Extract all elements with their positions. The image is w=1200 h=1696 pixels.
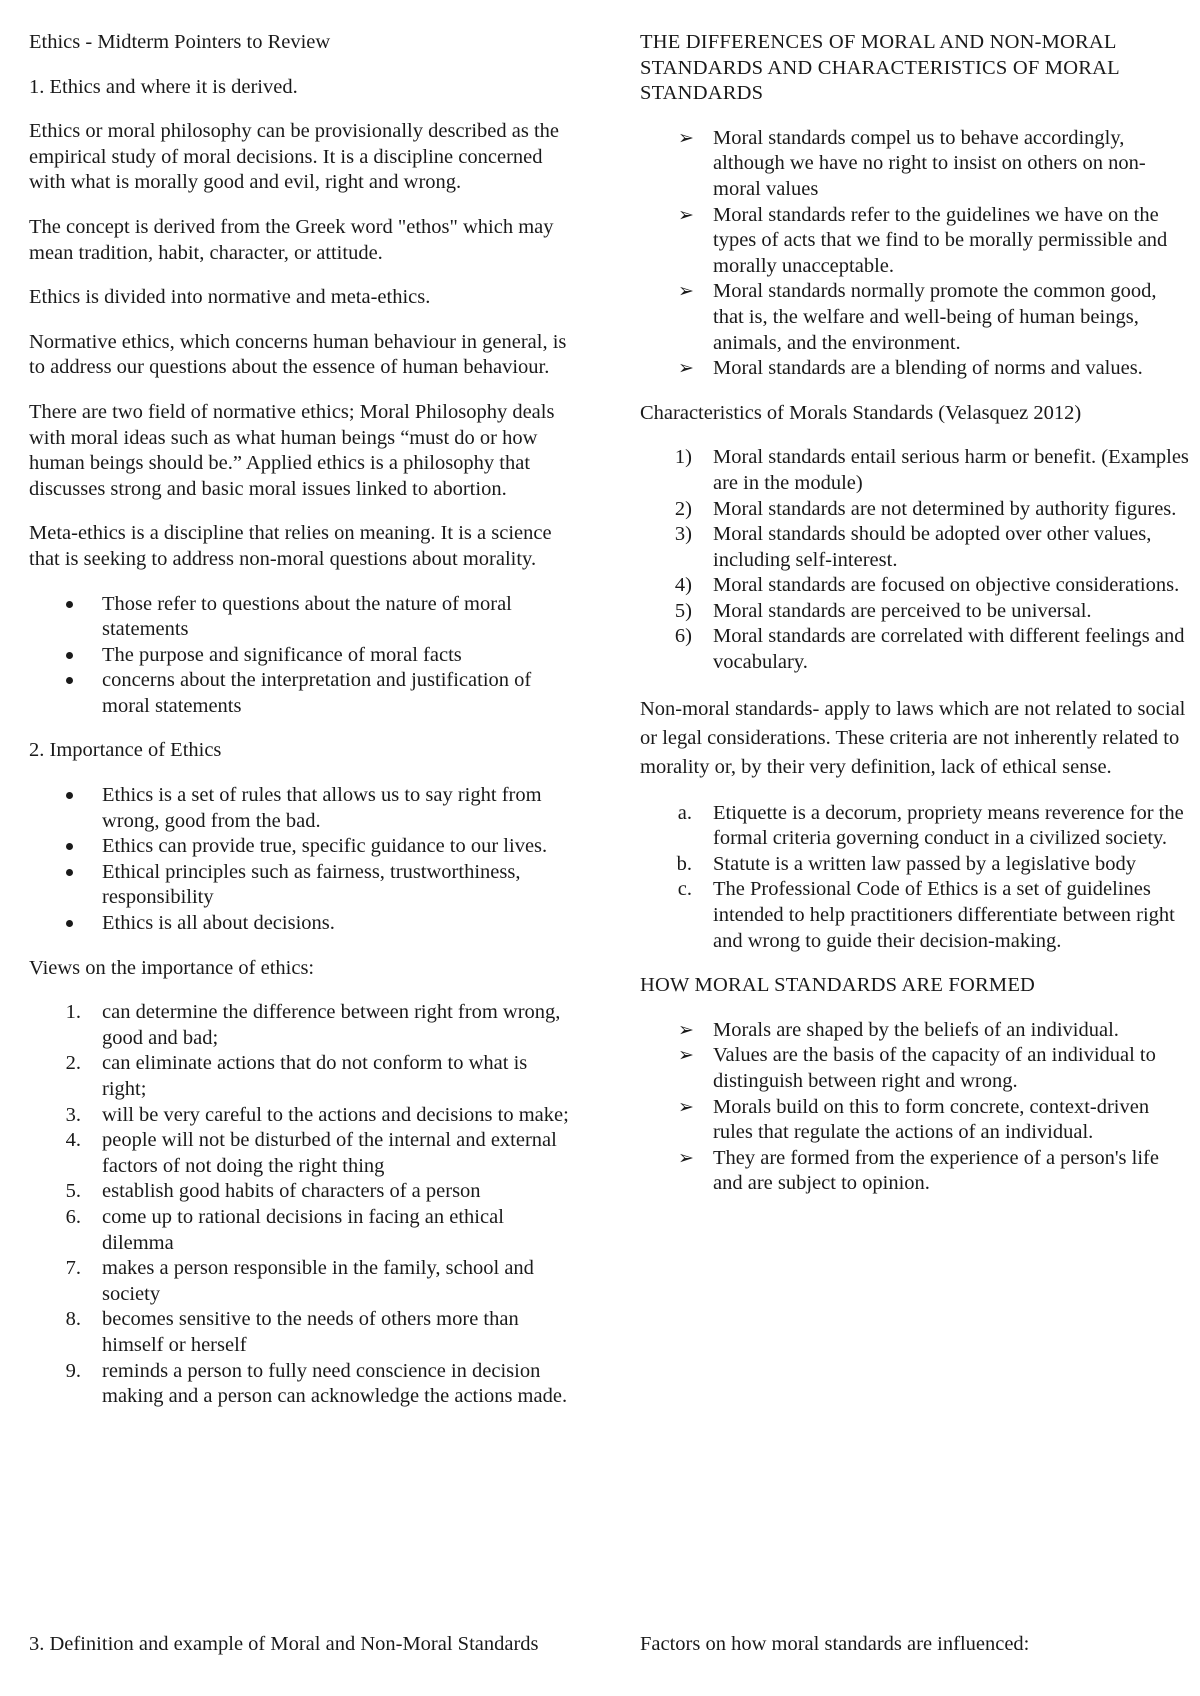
list-item: ➢ Moral standards refer to the guidelines we have on the types of acts that we find to be morally permissible and morally unacceptable. — [678, 203, 1168, 277]
list-item: ➢ They are formed from the experience of a person's life and are subject to opinion. — [678, 1146, 1159, 1195]
list-item: 7. makes a person responsible in the family, school and society — [29, 1256, 574, 1307]
list-number: 2. — [65, 1052, 81, 1075]
bullet-icon — [66, 652, 73, 659]
paragraph-meta-ethics: Meta-ethics is a discipline that relies on meaning. It is a science that is seeking to address non-moral questions about morality. — [29, 522, 552, 570]
list-number: 4. — [65, 1129, 81, 1152]
list-item: 2) Moral standards are not determined by authority figures. — [640, 497, 1190, 523]
differences-arrow-list — [640, 126, 1190, 382]
list-number: 4) — [674, 574, 692, 597]
section-2-heading: 2. Importance of Ethics — [29, 739, 222, 762]
arrow-bullet-icon: ➢ — [678, 1045, 694, 1067]
characteristics-heading: Characteristics of Morals Standards (Velasquez 2012) — [640, 401, 1082, 424]
list-item: c. The Professional Code of Ethics is a set of guidelines intended to help practitioners differentiate between right and wrong to guide their decision-making. — [640, 877, 1190, 954]
list-item: a. Etiquette is a decorum, propriety means reverence for the formal criteria governing conduct in a civilized society. — [640, 801, 1190, 852]
formation-arrow-list — [640, 1018, 1190, 1197]
arrow-bullet-icon: ➢ — [678, 204, 694, 226]
right-column — [640, 30, 1190, 1216]
list-item: ➢ Moral standards normally promote the common good, that is, the welfare and well-being of human beings, animals, and the environment. — [678, 280, 1157, 354]
list-item: ➢ Morals build on this to form concrete, context-driven rules that regulate the actions of an individual. — [678, 1095, 1150, 1144]
arrow-bullet-icon: ➢ — [678, 1096, 694, 1118]
left-column — [29, 30, 574, 1429]
arrow-bullet-icon: ➢ — [678, 358, 694, 380]
list-letter: c. — [677, 878, 692, 901]
views-numbered-list — [29, 1000, 574, 1410]
list-item: 9. reminds a person to fully need conscience in decision making and a person can acknowledge the actions made. — [29, 1359, 574, 1410]
list-item: 1) Moral standards entail serious harm or benefit. (Examples are in the module) — [640, 445, 1190, 496]
list-item: Those refer to questions about the nature of moral statements — [29, 592, 574, 643]
views-heading: Views on the importance of ethics: — [29, 956, 315, 979]
paragraph-ethos-origin: The concept is derived from the Greek word "ethos" which may mean tradition, habit, character, or attitude. — [29, 215, 554, 264]
list-number: 1. — [65, 1001, 81, 1024]
arrow-bullet-icon: ➢ — [678, 281, 694, 303]
list-item: Ethics can provide true, specific guidance to our lives. — [29, 834, 574, 860]
list-item: 4. people will not be disturbed of the internal and external factors of not doing the right thing — [29, 1128, 574, 1179]
differences-heading: THE DIFFERENCES OF MORAL AND NON-MORAL STANDARDS AND CHARACTERISTICS OF MORAL STANDARDS — [640, 31, 1120, 105]
list-item: ➢ Moral standards compel us to behave accordingly, although we have no right to insist on others on non-moral values — [678, 126, 1146, 200]
section-1-heading: 1. Ethics and where it is derived. — [29, 75, 298, 98]
list-item: 3) Moral standards should be adopted over other values, including self-interest. — [640, 522, 1190, 573]
list-number: 3) — [674, 523, 692, 546]
list-number: 9. — [65, 1359, 81, 1382]
meta-ethics-bullet-list — [29, 592, 574, 720]
list-item: 3. will be very careful to the actions and decisions to make; — [29, 1103, 574, 1129]
list-number: 5. — [65, 1180, 81, 1203]
list-item: ➢ Morals are shaped by the beliefs of an individual. — [640, 1018, 1190, 1044]
list-item: 4) Moral standards are focused on objective considerations. — [640, 573, 1190, 599]
arrow-bullet-icon: ➢ — [678, 1147, 694, 1169]
list-number: 8. — [65, 1308, 81, 1331]
list-letter: a. — [677, 801, 692, 824]
list-item: 6. come up to rational decisions in facing an ethical dilemma — [29, 1205, 574, 1256]
bullet-icon — [66, 677, 73, 684]
list-number: 5) — [674, 599, 692, 622]
importance-bullet-list — [29, 783, 574, 937]
bullet-icon — [66, 869, 73, 876]
list-letter: b. — [676, 852, 692, 875]
list-number: 2) — [674, 497, 692, 520]
factors-heading: Factors on how moral standards are influenced: — [640, 1633, 1030, 1655]
list-item: Ethics is a set of rules that allows us to say right from wrong, good from the bad. — [29, 783, 574, 834]
bullet-icon — [66, 601, 73, 608]
arrow-bullet-icon: ➢ — [678, 1019, 694, 1041]
list-number: 6. — [65, 1205, 81, 1228]
non-moral-lettered-list — [640, 801, 1190, 955]
list-number: 6) — [674, 625, 692, 648]
list-item: 8. becomes sensitive to the needs of others more than himself or herself — [29, 1307, 574, 1358]
list-number: 1) — [674, 446, 692, 469]
list-item: 5) Moral standards are perceived to be universal. — [640, 599, 1190, 625]
list-item: 5. establish good habits of characters of a person — [29, 1179, 574, 1205]
list-item: Ethics is all about decisions. — [29, 911, 574, 937]
document-title: Ethics - Midterm Pointers to Review — [29, 31, 331, 53]
paragraph-non-moral-standards: Non-moral standards- apply to laws which are not related to social or legal considerations. These criteria are not inherently related to morality or, by their very definition, lack of ethical sense. — [640, 697, 1186, 778]
list-number: 3. — [65, 1103, 81, 1126]
characteristics-numbered-list — [640, 445, 1190, 675]
arrow-bullet-icon: ➢ — [678, 127, 694, 149]
list-item: b. Statute is a written law passed by a legislative body — [640, 852, 1190, 878]
formation-heading: HOW MORAL STANDARDS ARE FORMED — [640, 974, 1036, 997]
list-number: 7. — [65, 1257, 81, 1280]
list-item: 6) Moral standards are correlated with different feelings and vocabulary. — [640, 624, 1190, 675]
list-item: Ethical principles such as fairness, trustworthiness, responsibility — [29, 860, 574, 911]
list-item: The purpose and significance of moral facts — [29, 643, 574, 669]
bullet-icon — [66, 920, 73, 927]
list-item: ➢ Values are the basis of the capacity of an individual to distinguish between right and wrong. — [678, 1044, 1156, 1092]
paragraph-ethics-definition: Ethics or moral philosophy can be provisionally described as the empirical study of moral decisions. It is a discipline concerned with what is morally good and evil, right and wrong. — [29, 120, 560, 194]
paragraph-ethics-division: Ethics is divided into normative and meta-ethics. — [29, 286, 431, 309]
list-item: 1. can determine the difference between right from wrong, good and bad; — [29, 1000, 574, 1051]
bullet-icon — [66, 843, 73, 850]
list-item: 2. can eliminate actions that do not conform to what is right; — [29, 1051, 574, 1102]
list-item: ➢ Moral standards are a blending of norms and values. — [640, 356, 1190, 382]
paragraph-normative-ethics: Normative ethics, which concerns human behaviour in general, is to address our questions about the essence of human behaviour. — [29, 330, 567, 379]
paragraph-fields-normative: There are two field of normative ethics; Moral Philosophy deals with moral ideas such as what human beings “must do or how human beings should be.” Applied ethics is a philosophy that discusses strong and basic moral issues linked to abortion. — [29, 400, 555, 500]
section-3-heading: 3. Definition and example of Moral and Non-Moral Standards — [29, 1633, 539, 1655]
list-item: concerns about the interpretation and justification of moral statements — [29, 668, 574, 719]
bullet-icon — [66, 792, 73, 799]
